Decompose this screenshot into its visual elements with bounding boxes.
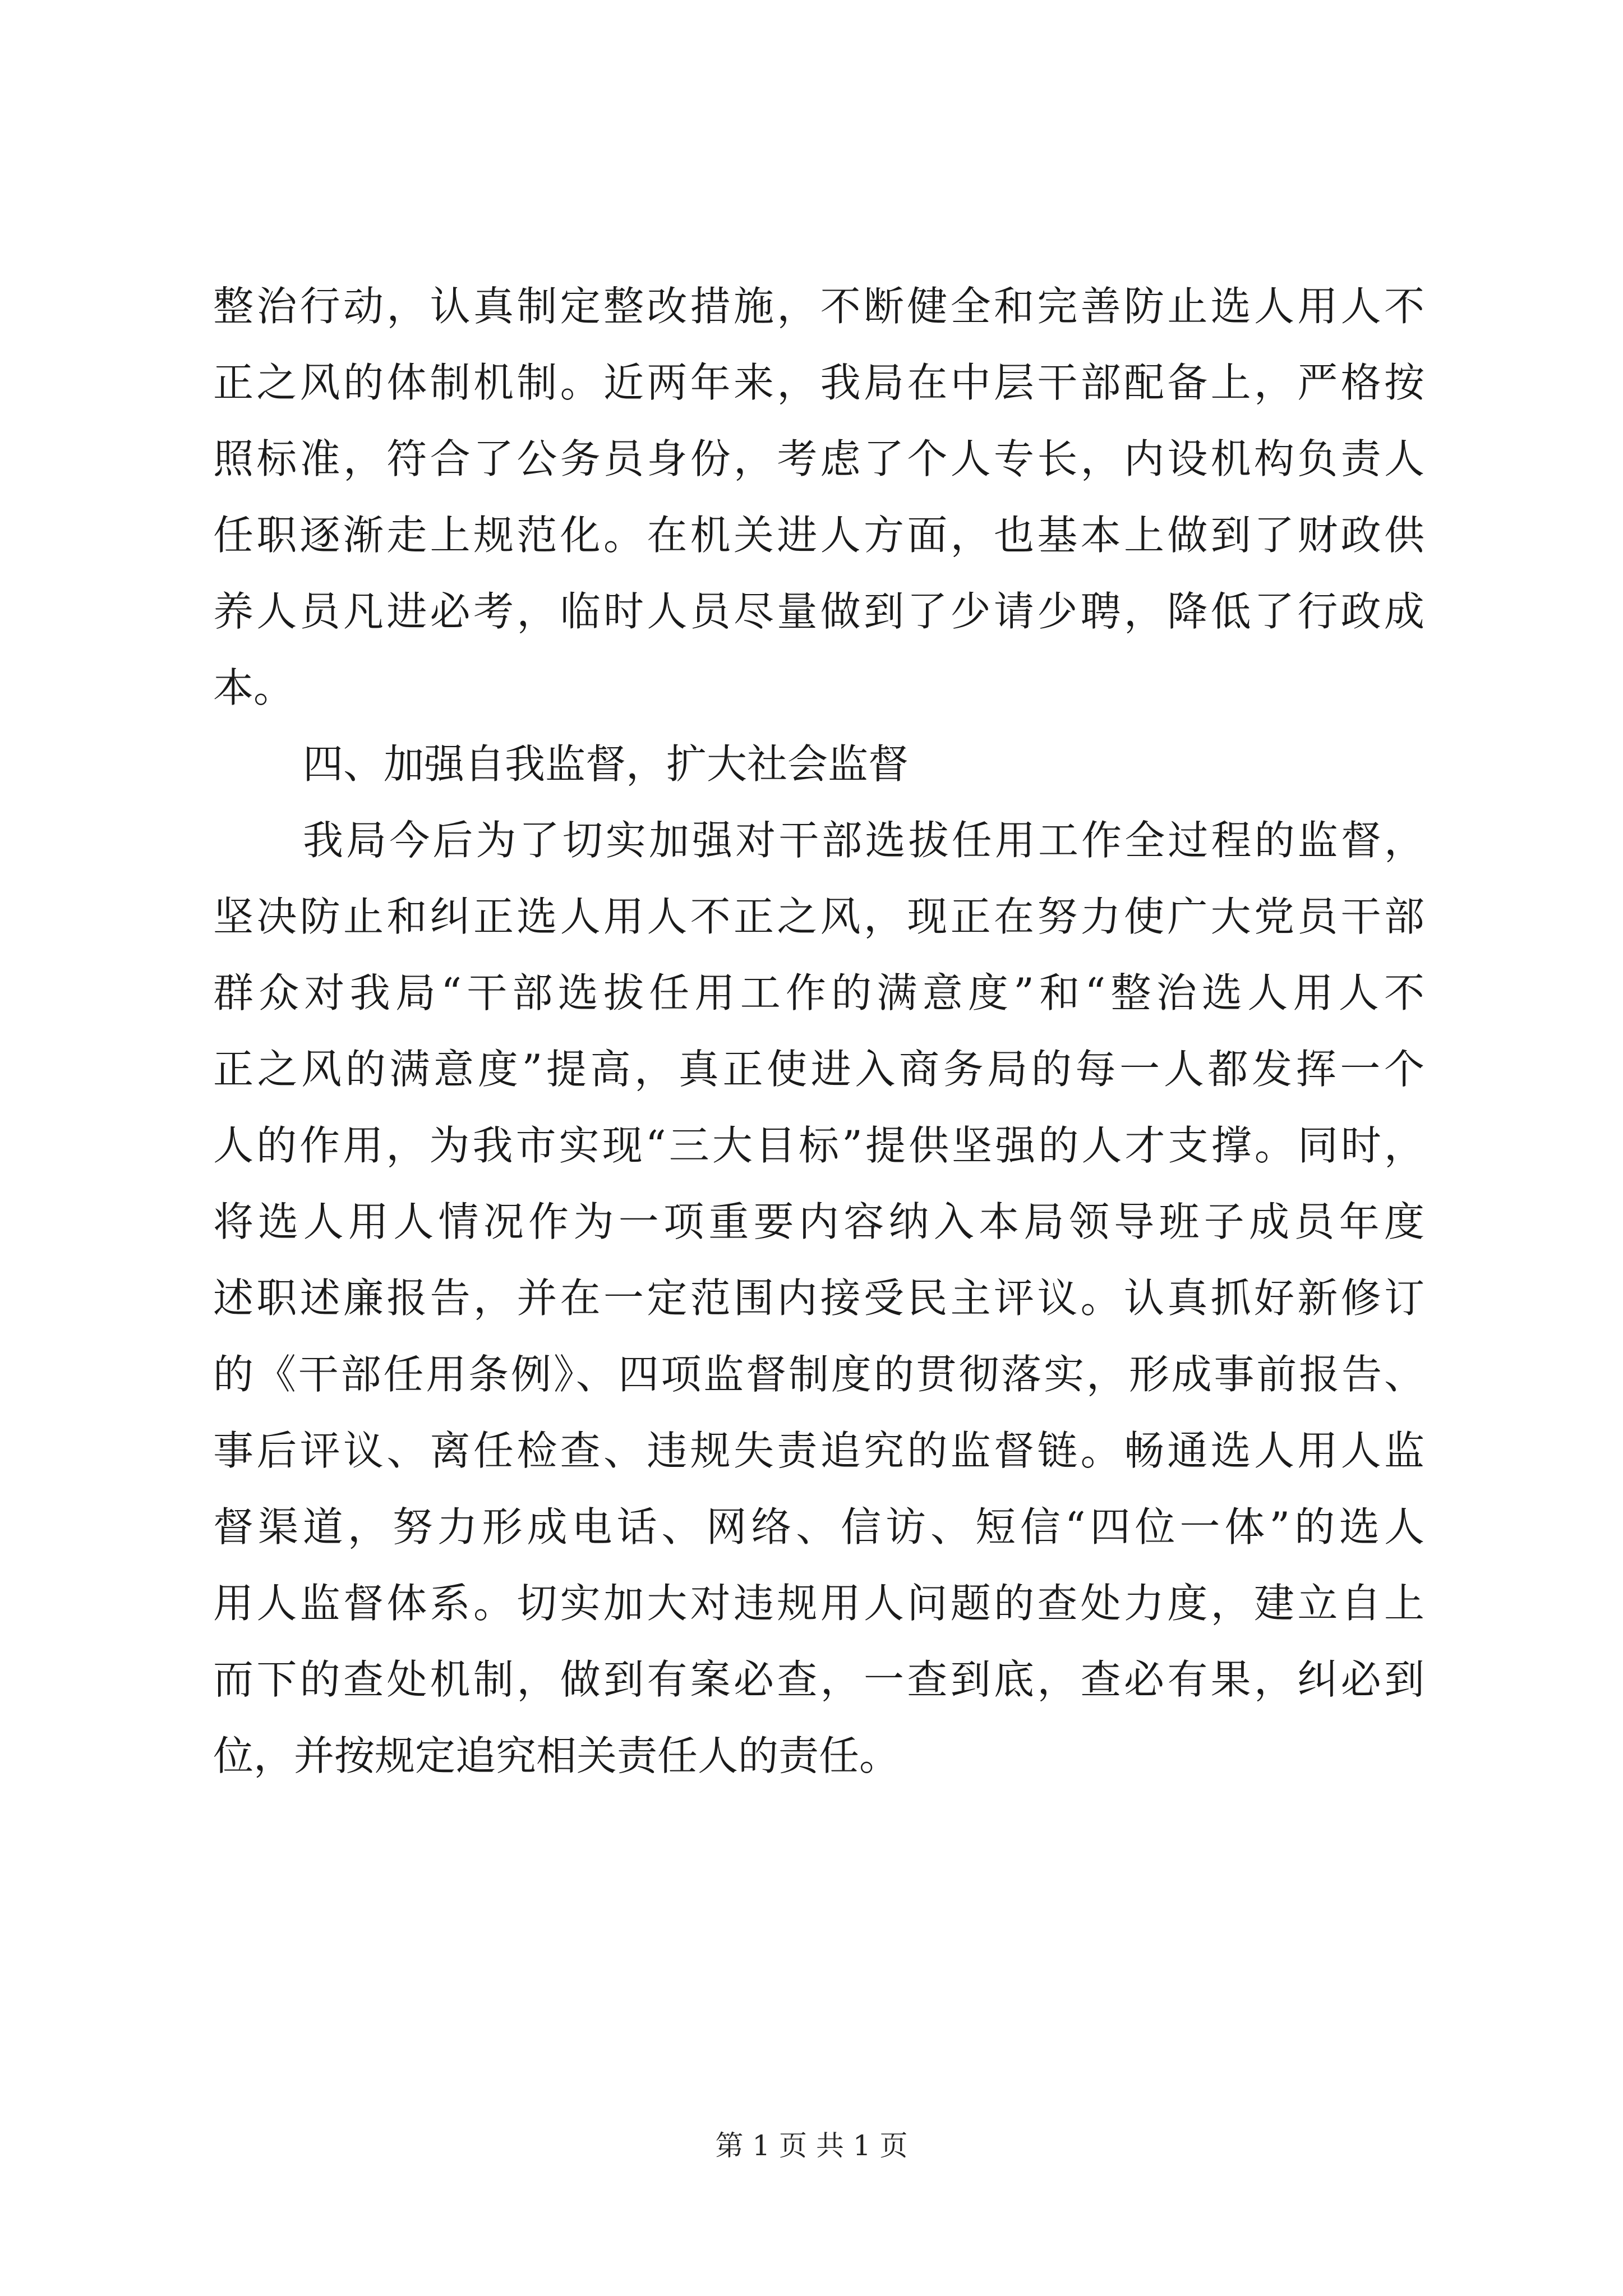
paragraph-line: 正之风的满意度”提高，真正使进入商务局的每一人都发挥一个 bbox=[213, 1046, 1424, 1093]
paragraph-line: 正之风的体制机制。近两年来，我局在中层干部配备上，严格按 bbox=[213, 359, 1424, 406]
paragraph-line: 坚决防止和纠正选人用人不正之风，现正在努力使广大党员干部 bbox=[213, 893, 1424, 940]
paragraph-line: 位，并按规定追究相关责任人的责任。 bbox=[213, 1732, 900, 1779]
paragraph-line: 照标准，符合了公务员身份，考虑了个人专长，内设机构负责人 bbox=[213, 435, 1424, 482]
paragraph-line: 督渠道，努力形成电话、网络、信访、短信“四位一体”的选人 bbox=[213, 1503, 1424, 1550]
document-body bbox=[213, 268, 1424, 1794]
paragraph-line: 本。 bbox=[213, 664, 294, 711]
paragraph-line: 任职逐渐走上规范化。在机关进人方面，也基本上做到了财政供 bbox=[213, 512, 1424, 559]
paragraph-line: 述职述廉报告，并在一定范围内接受民主评议。认真抓好新修订 bbox=[213, 1274, 1424, 1322]
paragraph-line: 群众对我局“干部选拔任用工作的满意度”和“整治选人用人不 bbox=[213, 969, 1424, 1016]
paragraph-line: 事后评议、离任检查、违规失责追究的监督链。畅通选人用人监 bbox=[213, 1427, 1424, 1474]
paragraph-line: 养人员凡进必考，临时人员尽量做到了少请少聘，降低了行政成 bbox=[213, 588, 1424, 635]
paragraph-line: 的《干部任用条例》、四项监督制度的贯彻落实，形成事前报告、 bbox=[213, 1351, 1424, 1398]
page-footer bbox=[0, 2126, 1623, 2165]
section-heading: 四、加强自我监督，扩大社会监督 bbox=[303, 740, 909, 788]
paragraph-line: 人的作用，为我市实现“三大目标”提供坚强的人才支撑。同时， bbox=[213, 1122, 1424, 1169]
paragraph-line: 用人监督体系。切实加大对违规用人问题的查处力度，建立自上 bbox=[213, 1580, 1424, 1627]
paragraph-line: 将选人用人情况作为一项重要内容纳入本局领导班子成员年度 bbox=[213, 1198, 1424, 1245]
paragraph-line: 整治行动，认真制定整改措施，不断健全和完善防止选人用人不 bbox=[213, 283, 1424, 330]
page-number-label: 第 1 页 共 1 页 bbox=[715, 2129, 908, 2162]
paragraph-line: 而下的查处机制，做到有案必查，一查到底，查必有果，纠必到 bbox=[213, 1656, 1424, 1703]
paragraph-line: 我局今后为了切实加强对干部选拔任用工作全过程的监督， bbox=[303, 817, 1424, 864]
